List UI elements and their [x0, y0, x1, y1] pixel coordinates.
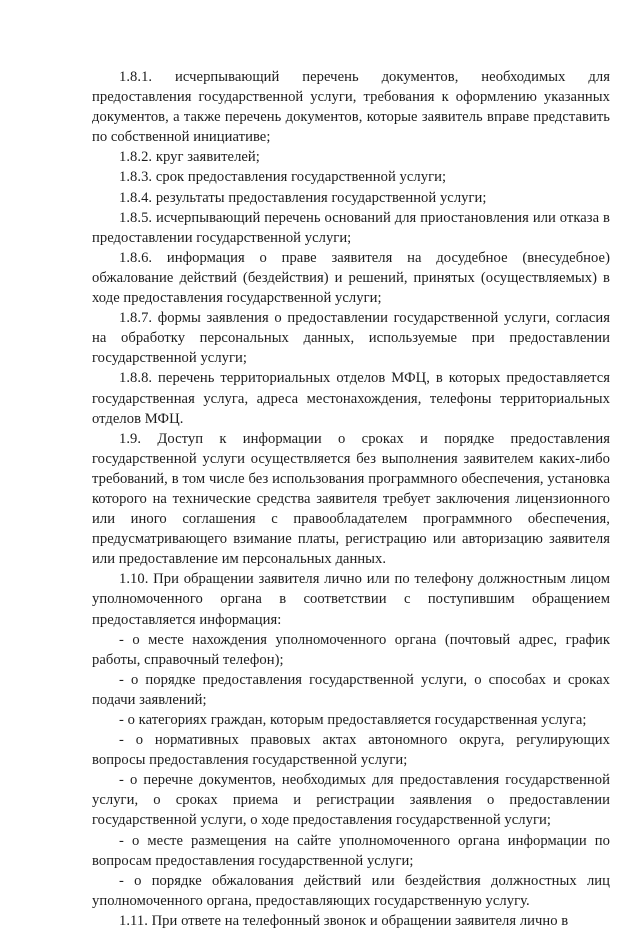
paragraph-1-9: 1.9. Доступ к информации о сроках и порядке предоставления государственной услуги осуществляется без выполнения заявителем каких-либо требований, в том числе без использования программного обеспечения, установка которого на технические средства заявителя требует заключения лицензионного или иного соглашения с правообладателем программного обеспечения, предусматривающего взимание платы, регистрацию или авторизацию заявителя или предоставление им персональных данных.	[92, 430, 610, 568]
paragraph-1-8-4: 1.8.4. результаты предоставления государственной услуги;	[119, 189, 487, 206]
paragraph-1-8-8: 1.8.8. перечень территориальных отделов МФЦ, в которых предоставляется государственная услуга, адреса местонахождения, телефоны территориальных отделов МФЦ.	[92, 370, 610, 427]
paragraph-1-8-7: 1.8.7. формы заявления о предоставлении государственной услуги, согласия на обработку персональных данных, используемые при предоставлении государственной услуги;	[92, 310, 610, 367]
paragraph-1-8-1: 1.8.1. исчерпывающий перечень документов, необходимых для предоставления государственной услуги, требования к оформлению указанных документов, а также перечень документов, которые заявитель вправе представить по собственной инициативе;	[92, 69, 610, 146]
list-item-legal-acts: - о нормативных правовых актах автономного округа, регулирующих вопросы предоставления государственной услуги;	[92, 732, 610, 769]
list-item-documents: - о перечне документов, необходимых для предоставления государственной услуги, о сроках приема и регистрации заявления о предоставлении государственной услуги, о ходе предоставления государственной услуги;	[92, 772, 610, 829]
paragraph-1-11: 1.11. При ответе на телефонный звонок и обращении заявителя лично в	[119, 912, 569, 929]
list-item-appeal: - о порядке обжалования действий или бездействия должностных лиц уполномоченного органа, предоставляющих государственную услугу.	[92, 872, 610, 909]
paragraph-1-8-5: 1.8.5. исчерпывающий перечень оснований для приостановления или отказа в предоставлении государственной услуги;	[92, 209, 610, 246]
list-item-website: - о месте размещения на сайте уполномоченного органа информации по вопросам предоставления государственной услуги;	[92, 832, 610, 869]
paragraph-1-8-2: 1.8.2. круг заявителей;	[119, 149, 260, 166]
paragraph-1-8-6: 1.8.6. информация о праве заявителя на досудебное (внесудебное) обжалование действий (бездействия) и решений, принятых (осуществляемых) в ходе предоставления государственной услуги;	[92, 249, 610, 307]
list-item-location: - о месте нахождения уполномоченного органа (почтовый адрес, график работы, справочный телефон);	[92, 631, 610, 668]
list-item-procedure: - о порядке предоставления государственной услуги, о способах и сроках подачи заявлений;	[92, 671, 610, 708]
paragraph-1-10: 1.10. При обращении заявителя лично или по телефону должностным лицом уполномоченного органа в соответствии с поступившим обращением предоставляется информация:	[92, 571, 610, 628]
list-item-categories: - о категориях граждан, которым предоставляется государственная услуга;	[119, 712, 587, 728]
paragraph-1-8-3: 1.8.3. срок предоставления государственной услуги;	[119, 169, 447, 186]
